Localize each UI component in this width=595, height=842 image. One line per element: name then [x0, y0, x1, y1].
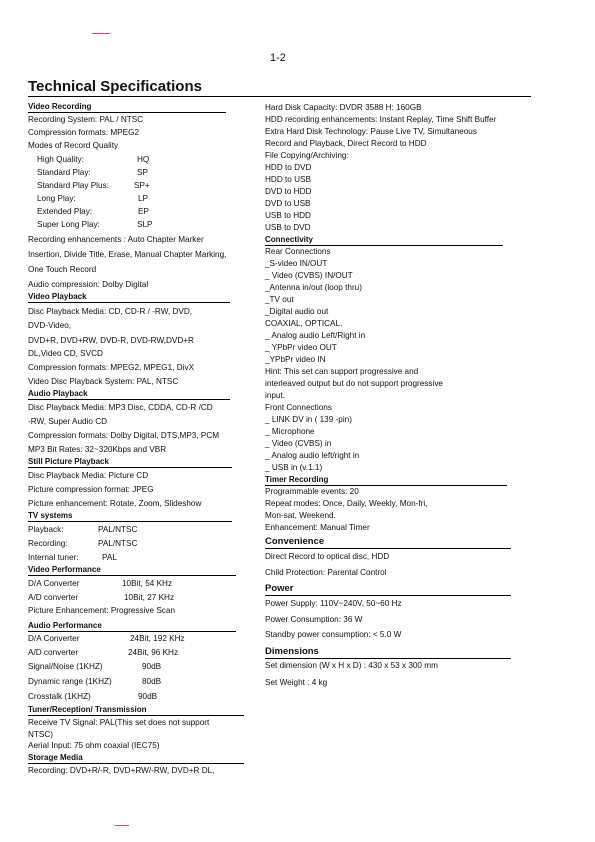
connectivity-line: Rear Connections [265, 247, 331, 256]
bottom-color-mark [115, 825, 129, 826]
title-rule [28, 96, 531, 97]
connectivity-line: _ Video (CVBS) in [265, 439, 332, 448]
timer-line: Enhancement: Manual Timer [265, 523, 370, 532]
connectivity-line: _ Video (CVBS) IN/OUT [265, 271, 353, 280]
storage-cont-line: DVD to HDD [265, 187, 312, 196]
connectivity-line: COAXIAL, OPTICAL. [265, 319, 343, 328]
heading-tuner: Tuner/Reception/ Transmission [28, 705, 244, 716]
audio-performance-row: A/D converter 24Bit, 96 KHz [28, 648, 179, 657]
audio-playback-line: Disc Playback Media: MP3 Disc, CDDA, CD-R /CD [28, 403, 213, 412]
mode-row: Long Play: LP [37, 194, 149, 203]
heading-video-playback: Video Playback [28, 292, 230, 303]
storage-cont-line: Record and Playback, Direct Record to HDD [265, 139, 427, 148]
tuner-line: Receive TV Signal: PAL(This set does not support [28, 718, 210, 727]
video-performance-row: A/D converter 10Bit, 27 KHz [28, 593, 175, 602]
storage-cont-line: HDD to DVD [265, 163, 312, 172]
tv-system-row: Recording: PAL/NTSC [28, 539, 138, 548]
connectivity-line: _Antenna in/out (loop thru) [265, 283, 362, 292]
dimensions-line: Set dimension (W x H x D) : 430 x 53 x 300 mm [265, 661, 438, 670]
heading-storage-media: Storage Media [28, 753, 244, 764]
heading-connectivity: Connectivity [265, 235, 503, 246]
storage-cont-line: Extra Hard Disk Technology: Pause Live TV, Simultaneous [265, 127, 477, 136]
picture-enhancement: Picture Enhancement: Progressive Scan [28, 606, 175, 615]
page-number: 1-2 [270, 52, 286, 64]
heading-tv-systems: TV systems [28, 511, 232, 522]
connectivity-line: _ USB in (v.1.1) [265, 463, 323, 472]
mode-row: Standard Play Plus: SP+ [37, 181, 150, 190]
power-line: Power Consumption: 36 W [265, 615, 363, 624]
tuner-line: NTSC) [28, 730, 54, 739]
storage-cont-line: DVD to USB [265, 199, 311, 208]
connectivity-line: _ LINK DV in ( 139 -pin) [265, 415, 352, 424]
connectivity-line: _ Analog audio left/right in [265, 451, 360, 460]
tv-system-row: Playback: PAL/NTSC [28, 525, 138, 534]
page-title: Technical Specifications [28, 78, 202, 95]
mode-row: Standard Play: SP [37, 168, 148, 177]
audio-playback-line: -RW, Super Audio CD [28, 417, 108, 426]
timer-line: Programmable events: 20 [265, 487, 359, 496]
power-line: Standby power consumption: < 5.0 W [265, 630, 402, 639]
recording-system: Recording System: PAL / NTSC [28, 115, 144, 124]
audio-performance-row: Dynamic range (1KHZ) 80dB [28, 677, 162, 686]
storage-cont-line: HDD to USB [265, 175, 311, 184]
connectivity-line: Hint: This set can support progressive and [265, 367, 419, 376]
video-playback-line: Compression formats: MPEG2, MPEG1, DivX [28, 363, 195, 372]
tuner-line: Aerial Input: 75 ohm coaxial (IEC75) [28, 741, 160, 750]
recording-enhancements-2: Insertion, Divide Title, Erase, Manual Chapter Marking, [28, 250, 227, 259]
heading-video-recording: Video Recording [28, 102, 226, 113]
connectivity-line: _ Microphone [265, 427, 315, 436]
connectivity-line: interleaved output but do not support progressive [265, 379, 443, 388]
heading-power: Power [265, 583, 511, 596]
storage-cont-line: USB to HDD [265, 211, 311, 220]
still-picture-line: Disc Playback Media: Picture CD [28, 471, 149, 480]
power-line: Power Supply: 110V~240V, 50~60 Hz [265, 599, 402, 608]
timer-line: Repeat modes: Once, Daily, Weekly, Mon-fri, [265, 499, 428, 508]
storage-line: Recording: DVD+R/-R, DVD+RW/-RW, DVD+R DL, [28, 766, 215, 775]
video-performance-row: D/A Converter 10Bit, 54 KHz [28, 579, 173, 588]
heading-video-performance: Video Performance [28, 565, 236, 576]
video-playback-line: DL,Video CD, SVCD [28, 349, 103, 358]
video-playback-line: Video Disc Playback System: PAL, NTSC [28, 377, 179, 386]
timer-line: Mon-sat, Weekend. [265, 511, 336, 520]
audio-playback-line: MP3 Bit Rates: 32~320Kbps and VBR [28, 445, 167, 454]
recording-enhancements-3: One Touch Record [28, 265, 97, 274]
still-picture-line: Picture compression format: JPEG [28, 485, 154, 494]
audio-playback-line: Compression formats: Dolby Digital, DTS,MP3, PCM [28, 431, 220, 440]
video-playback-line: Disc Playback Media: CD, CD-R / -RW, DVD, [28, 307, 193, 316]
top-color-mark [92, 33, 110, 34]
modes-label: Modes of Record Quality [28, 141, 119, 150]
storage-cont-line: File Copying/Archiving: [265, 151, 349, 160]
heading-dimensions: Dimensions [265, 646, 511, 659]
heading-audio-performance: Audio Performance [28, 621, 236, 632]
convenience-line: Child Protection: Parental Control [265, 568, 387, 577]
still-picture-line: Picture enhancement: Rotate, Zoom, Slideshow [28, 499, 202, 508]
compression-formats: Compression formats: MPEG2 [28, 128, 140, 137]
mode-row: High Quality: HQ [37, 155, 150, 164]
heading-audio-playback: Audio Playback [28, 389, 230, 400]
audio-compression: Audio compression: Dolby Digital [28, 280, 149, 289]
connectivity-line: _Digital audio out [265, 307, 329, 316]
mode-row: Extended Play: EP [37, 207, 149, 216]
video-playback-line: DVD+R, DVD+RW, DVD-R, DVD-RW,DVD+R [28, 336, 194, 345]
connectivity-line: _YPbPr video IN [265, 355, 326, 364]
connectivity-line: input. [265, 391, 286, 400]
audio-performance-row: Signal/Noise (1KHZ) 90dB [28, 662, 162, 671]
connectivity-line: _TV out [265, 295, 294, 304]
storage-cont-line: Hard Disk Capacity: DVDR 3588 H: 160GB [265, 103, 422, 112]
heading-convenience: Convenience [265, 536, 511, 549]
convenience-line: Direct Record to optical disc, HDD [265, 552, 390, 561]
recording-enhancements: Recording enhancements : Auto Chapter Marker [28, 235, 204, 244]
connectivity-line: _S-video IN/OUT [265, 259, 328, 268]
mode-row: Super Long Play: SLP [37, 220, 153, 229]
dimensions-line: Set Weight : 4 kg [265, 678, 328, 687]
heading-timer-recording: Timer Recording [265, 475, 507, 486]
connectivity-line: _ YPbPr video OUT [265, 343, 337, 352]
storage-cont-line: HDD recording enhancements: Instant Replay, Time Shift Buffer [265, 115, 497, 124]
video-playback-line: DVD-Video, [28, 321, 72, 330]
audio-performance-row: Crosstalk (1KHZ) 90dB [28, 692, 158, 701]
heading-still-picture: Still Picture Playback [28, 457, 232, 468]
connectivity-line: _ Analog audio Left/Right in [265, 331, 366, 340]
connectivity-line: Front Connections [265, 403, 332, 412]
storage-cont-line: USB to DVD [265, 223, 311, 232]
tv-system-row: Internal tuner: PAL [28, 553, 117, 562]
audio-performance-row: D/A Converter 24Bit, 192 KHz [28, 634, 185, 643]
